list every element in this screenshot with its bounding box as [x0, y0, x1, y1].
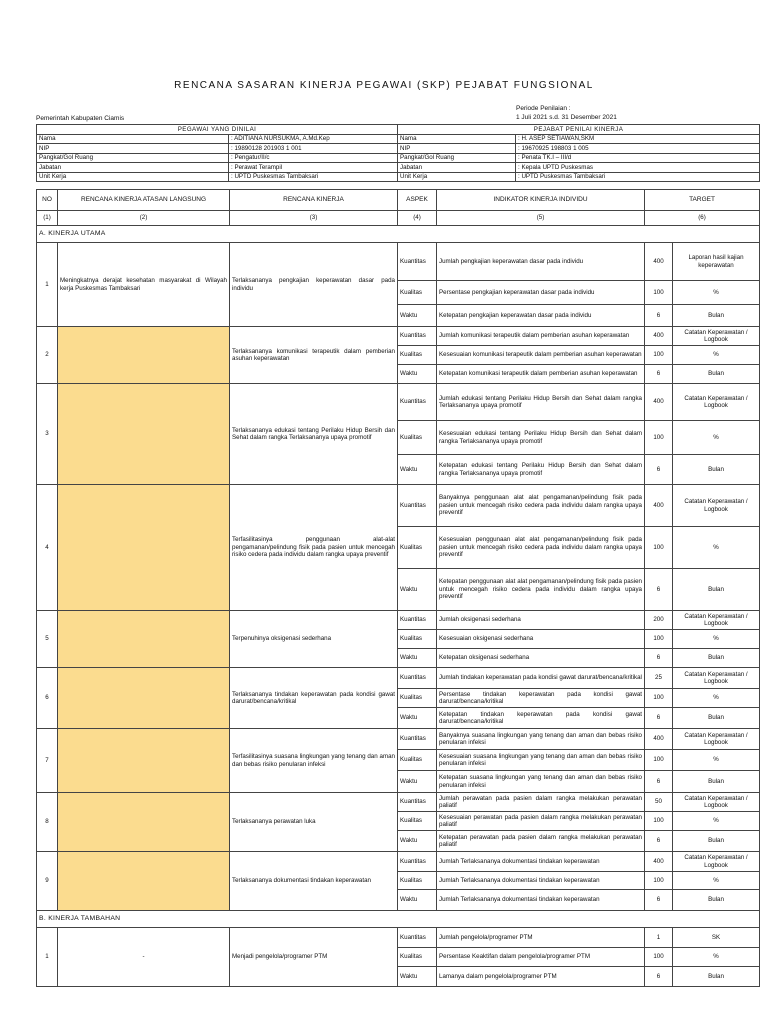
evaluated-label: Pangkat/Gol Ruang: [37, 153, 229, 163]
aspect-cell: Kuantitas: [398, 793, 437, 812]
header-rencana: RENCANA KINERJA: [230, 190, 398, 211]
indicator-row: [37, 327, 760, 346]
header-num-4: (4): [398, 211, 437, 226]
row-number: 1: [37, 243, 58, 327]
target-unit: SK: [673, 928, 760, 948]
target-unit: Bulan: [673, 569, 760, 611]
performance-plan-cell: Terfasilitasinya suasana lingkungan yang tenang dan aman dan bebas risiko penularan infeksi: [230, 729, 398, 793]
indicator-cell: Kesesuaian oksigenasi sederhana: [437, 630, 645, 649]
target-unit: %: [673, 630, 760, 649]
section-kinerja-tambahan: [37, 911, 760, 928]
aspect-cell: Kuantitas: [398, 485, 437, 527]
indicator-cell: Jumlah oksigenasi sederhana: [437, 611, 645, 630]
target-unit: Catatan Keperawatan / Logbook: [673, 384, 760, 421]
aspect-cell: Waktu: [398, 365, 437, 384]
aspect-cell: Waktu: [398, 890, 437, 911]
period-value: 1 Juli 2021 s.d. 31 Desember 2021: [516, 114, 617, 121]
header-aspek: ASPEK: [398, 190, 437, 211]
evaluated-employee-header: PEGAWAI YANG DINILAI: [37, 125, 398, 135]
info-row: [37, 144, 760, 154]
header-indikator: INDIKATOR KINERJA INDIVIDU: [437, 190, 645, 211]
aspect-cell: Kualitas: [398, 421, 437, 455]
target-unit: %: [673, 346, 760, 365]
indicator-cell: Ketepatan tindakan keperawatan pada kondisi gawat darurat/bencana/kritikal: [437, 708, 645, 729]
performance-plan-cell: Terpenuhinya oksigenasi sederhana: [230, 611, 398, 668]
target-unit: Bulan: [673, 890, 760, 911]
evaluator-value: : UPTD Puskesmas Tambaksari: [516, 172, 760, 182]
supervisor-plan-cell: Meningkatnya derajat kesehatan masyarakat di Wilayah kerja Puskesmas Tambaksari: [58, 243, 230, 327]
supervisor-plan-cell: [58, 668, 230, 729]
indicator-row: [37, 928, 760, 948]
indicator-cell: Jumlah edukasi tentang Perilaku Hidup Bersih dan Sehat dalam rangka Terlaksananya upaya promotif: [437, 384, 645, 421]
target-unit: Bulan: [673, 649, 760, 668]
aspect-cell: Kualitas: [398, 689, 437, 708]
performance-plan-cell: Terlaksananya komunikasi terapeutik dalam pemberian asuhan keperawatan: [230, 327, 398, 384]
target-number: 6: [645, 649, 673, 668]
indicator-cell: Jumlah perawatan pada pasien dalam rangka melakukan perawatan paliatif: [437, 793, 645, 812]
target-number: 400: [645, 852, 673, 872]
supervisor-plan-cell: [58, 852, 230, 911]
indicator-cell: Kesesuaian penggunaan alat alat pengamanan/pelindung fisik pada pasien untuk mencegah risiko cedera pada individu dalam rangka upaya preventif: [437, 527, 645, 569]
performance-plan-cell: Terlaksananya perawatan luka: [230, 793, 398, 852]
aspect-cell: Waktu: [398, 831, 437, 852]
period-label: Periode Penilaian :: [516, 105, 571, 112]
aspect-cell: Kualitas: [398, 948, 437, 967]
aspect-cell: Waktu: [398, 455, 437, 485]
indicator-row: [37, 243, 760, 281]
indicator-cell: Persentase tindakan keperawatan pada kondisi gawat darurat/bencana/kritikal: [437, 689, 645, 708]
target-unit: Bulan: [673, 708, 760, 729]
evaluated-value: : ADITIANA NURSUKMA, A.Md.Kep: [229, 134, 398, 144]
target-unit: Laporan hasil kajian keperawatan: [673, 243, 760, 281]
header-num-2: (2): [58, 211, 230, 226]
target-number: 25: [645, 668, 673, 689]
target-unit: %: [673, 421, 760, 455]
aspect-cell: Kualitas: [398, 346, 437, 365]
target-unit: Bulan: [673, 831, 760, 852]
organization-name: Pemerintah Kabupaten Ciamis: [36, 115, 125, 122]
section-kinerja-utama-label: A. KINERJA UTAMA: [37, 226, 760, 243]
indicator-cell: Persentase Keaktifan dalam pengelola/programer PTM: [437, 948, 645, 967]
indicator-cell: Ketepatan penggunaan alat alat pengamanan/pelindung fisik pada pasien untuk mencegah risiko cedera pada individu dalam rangka upaya preventif: [437, 569, 645, 611]
aspect-cell: Kuantitas: [398, 384, 437, 421]
target-unit: Bulan: [673, 967, 760, 987]
performance-plan-cell: Terfasilitasinya penggunaan alat-alat pengamanan/pelindung fisik pada pasien untuk mencegah risiko cedera pada individu dalam rangka upaya preventif: [230, 485, 398, 611]
evaluated-value: : UPTD Puskesmas Tambaksari: [229, 172, 398, 182]
assessment-period: [516, 104, 617, 122]
row-number: 7: [37, 729, 58, 793]
column-number-row: [37, 211, 760, 226]
indicator-cell: Jumlah Terlaksananya dokumentasi tindakan keperawatan: [437, 872, 645, 890]
target-number: 1: [645, 928, 673, 948]
supervisor-plan-cell: [58, 729, 230, 793]
target-number: 100: [645, 948, 673, 967]
supervisor-plan-cell: [58, 611, 230, 668]
target-number: 100: [645, 630, 673, 649]
target-number: 6: [645, 967, 673, 987]
target-unit: %: [673, 527, 760, 569]
evaluator-value: : H. ASEP SETIAWAN,SKM: [516, 134, 760, 144]
evaluated-label: Jabatan: [37, 163, 229, 173]
target-unit: %: [673, 750, 760, 771]
indicator-cell: Banyaknya penggunaan alat alat pengamanan/pelindung fisik pada pasien untuk mencegah risiko cedera pada individu dalam rangka upaya preventif: [437, 485, 645, 527]
aspect-cell: Kuantitas: [398, 611, 437, 630]
target-unit: %: [673, 948, 760, 967]
aspect-cell: Kualitas: [398, 630, 437, 649]
target-number: 6: [645, 708, 673, 729]
target-number: 100: [645, 421, 673, 455]
header-target: TARGET: [645, 190, 760, 211]
target-number: 100: [645, 281, 673, 305]
indicator-cell: Jumlah Terlaksananya dokumentasi tindakan keperawatan: [437, 890, 645, 911]
evaluated-value: : Pengatur/II/c: [229, 153, 398, 163]
target-unit: %: [673, 281, 760, 305]
target-number: 100: [645, 812, 673, 831]
evaluated-label: Unit Kerja: [37, 172, 229, 182]
indicator-cell: Ketepatan edukasi tentang Perilaku Hidup Bersih dan Sehat dalam rangka Terlaksananya upaya promotif: [437, 455, 645, 485]
employee-info-table: [36, 124, 760, 182]
aspect-cell: Kualitas: [398, 281, 437, 305]
indicator-cell: Jumlah pengkajian keperawatan dasar pada individu: [437, 243, 645, 281]
aspect-cell: Kuantitas: [398, 243, 437, 281]
indicator-cell: Banyaknya suasana lingkungan yang tenang dan aman dan bebas risiko penularan infeksi: [437, 729, 645, 750]
target-number: 200: [645, 611, 673, 630]
evaluator-value: : Penata TK.I – III/d: [516, 153, 760, 163]
indicator-cell: Kesesuaian edukasi tentang Perilaku Hidup Bersih dan Sehat dalam rangka Terlaksananya upaya promotif: [437, 421, 645, 455]
indicator-cell: Jumlah komunikasi terapeutik dalam pemberian asuhan keperawatan: [437, 327, 645, 346]
target-number: 50: [645, 793, 673, 812]
indicator-cell: Ketepatan komunikasi terapeutik dalam pemberian asuhan keperawatan: [437, 365, 645, 384]
target-number: 400: [645, 327, 673, 346]
info-row: [37, 153, 760, 163]
aspect-cell: Kuantitas: [398, 327, 437, 346]
supervisor-plan-cell: [58, 793, 230, 852]
performance-plan-cell: Terlaksananya edukasi tentang Perilaku Hidup Bersih dan Sehat dalam rangka Terlaksananya upaya promotif: [230, 384, 398, 485]
aspect-cell: Waktu: [398, 967, 437, 987]
indicator-cell: Kesesuaian suasana lingkungan yang tenang dan aman dan bebas risiko penularan infeksi: [437, 750, 645, 771]
row-number: 4: [37, 485, 58, 611]
row-number: 1: [37, 928, 58, 987]
aspect-cell: Waktu: [398, 649, 437, 668]
target-number: 6: [645, 771, 673, 793]
target-number: 6: [645, 831, 673, 852]
target-number: 100: [645, 689, 673, 708]
section-kinerja-tambahan-label: B. KINERJA TAMBAHAN: [37, 911, 760, 928]
indicator-row: [37, 729, 760, 750]
performance-plan-cell: Terlaksananya dokumentasi tindakan keperawatan: [230, 852, 398, 911]
section-kinerja-utama: [37, 226, 760, 243]
header-no: NO: [37, 190, 58, 211]
aspect-cell: Kuantitas: [398, 852, 437, 872]
indicator-row: [37, 852, 760, 872]
aspect-cell: Kualitas: [398, 812, 437, 831]
target-unit: Catatan Keperawatan / Logbook: [673, 852, 760, 872]
aspect-cell: Kualitas: [398, 527, 437, 569]
target-number: 400: [645, 729, 673, 750]
evaluated-value: : Perawat Terampil: [229, 163, 398, 173]
target-number: 400: [645, 485, 673, 527]
header-num-6: (6): [645, 211, 760, 226]
supervisor-plan-cell: -: [58, 928, 230, 987]
indicator-row: [37, 793, 760, 812]
target-unit: Catatan Keperawatan / Logbook: [673, 729, 760, 750]
indicator-row: [37, 611, 760, 630]
target-unit: Catatan Keperawatan / Logbook: [673, 668, 760, 689]
indicator-cell: Jumlah pengelola/programer PTM: [437, 928, 645, 948]
aspect-cell: Waktu: [398, 569, 437, 611]
evaluator-header: PEJABAT PENILAI KINERJA: [398, 125, 760, 135]
indicator-row: [37, 485, 760, 527]
aspect-cell: Kuantitas: [398, 668, 437, 689]
indicator-cell: Ketepatan suasana lingkungan yang tenang dan aman dan bebas risiko penularan infeksi: [437, 771, 645, 793]
indicator-cell: Ketepatan pengkajian keperawatan dasar pada individu: [437, 305, 645, 327]
indicator-cell: Kesesuaian komunikasi terapeutik dalam pemberian asuhan keperawatan: [437, 346, 645, 365]
performance-plan-cell: Menjadi pengelola/programer PTM: [230, 928, 398, 987]
performance-plan-cell: Terlaksananya tindakan keperawatan pada kondisi gawat darurat/bencana/kritikal: [230, 668, 398, 729]
aspect-cell: Waktu: [398, 305, 437, 327]
evaluated-label: Nama: [37, 134, 229, 144]
target-unit: %: [673, 689, 760, 708]
target-unit: Catatan Keperawatan / Logbook: [673, 793, 760, 812]
aspect-cell: Kuantitas: [398, 729, 437, 750]
target-unit: Bulan: [673, 771, 760, 793]
aspect-cell: Kualitas: [398, 750, 437, 771]
aspect-cell: Kualitas: [398, 872, 437, 890]
header-num-1: (1): [37, 211, 58, 226]
header-num-5: (5): [437, 211, 645, 226]
column-header-row: [37, 190, 760, 211]
evaluator-value: : Kepala UPTD Puskesmas: [516, 163, 760, 173]
target-unit: %: [673, 872, 760, 890]
target-unit: %: [673, 812, 760, 831]
target-number: 6: [645, 890, 673, 911]
row-number: 2: [37, 327, 58, 384]
row-number: 5: [37, 611, 58, 668]
indicator-cell: Lamanya dalam pengelola/programer PTM: [437, 967, 645, 987]
target-number: 400: [645, 243, 673, 281]
target-number: 100: [645, 872, 673, 890]
target-unit: Bulan: [673, 455, 760, 485]
target-unit: Catatan Keperawatan / Logbook: [673, 611, 760, 630]
header-atasan: RENCANA KINERJA ATASAN LANGSUNG: [58, 190, 230, 211]
info-header-row: [37, 125, 760, 135]
evaluator-label: Unit Kerja: [398, 172, 516, 182]
indicator-cell: Jumlah Terlaksananya dokumentasi tindakan keperawatan: [437, 852, 645, 872]
target-unit: Bulan: [673, 365, 760, 384]
evaluated-value: : 19890128 201903 1 001: [229, 144, 398, 154]
document-title: RENCANA SASARAN KINERJA PEGAWAI (SKP) PEJABAT FUNGSIONAL: [174, 80, 594, 91]
info-row: [37, 163, 760, 173]
indicator-cell: Jumlah tindakan keperawatan pada kondisi gawat darurat/bencana/kritikal: [437, 668, 645, 689]
supervisor-plan-cell: [58, 485, 230, 611]
row-number: 9: [37, 852, 58, 911]
target-number: 100: [645, 750, 673, 771]
info-row: [37, 172, 760, 182]
indicator-cell: Kesesuaian perawatan pada pasien dalam rangka melakukan perawatan paliatif: [437, 812, 645, 831]
skp-table: [36, 189, 760, 987]
target-number: 6: [645, 305, 673, 327]
indicator-cell: Ketepatan oksigenasi sederhana: [437, 649, 645, 668]
indicator-row: [37, 384, 760, 421]
target-unit: Catatan Keperawatan / Logbook: [673, 485, 760, 527]
info-row: [37, 134, 760, 144]
target-number: 6: [645, 365, 673, 384]
row-number: 3: [37, 384, 58, 485]
target-number: 400: [645, 384, 673, 421]
evaluator-label: Jabatan: [398, 163, 516, 173]
row-number: 6: [37, 668, 58, 729]
target-number: 6: [645, 569, 673, 611]
row-number: 8: [37, 793, 58, 852]
header-num-3: (3): [230, 211, 398, 226]
aspect-cell: Waktu: [398, 771, 437, 793]
performance-plan-cell: Terlaksananya pengkajian keperawatan dasar pada individu: [230, 243, 398, 327]
target-unit: Bulan: [673, 305, 760, 327]
indicator-cell: Ketepatan perawatan pada pasien dalam rangka melakukan perawatan paliatif: [437, 831, 645, 852]
target-number: 100: [645, 527, 673, 569]
indicator-cell: Persentase pengkajian keperawatan dasar pada individu: [437, 281, 645, 305]
evaluator-label: Pangkat/Gol Ruang: [398, 153, 516, 163]
evaluator-label: NIP: [398, 144, 516, 154]
target-number: 100: [645, 346, 673, 365]
evaluated-label: NIP: [37, 144, 229, 154]
supervisor-plan-cell: [58, 327, 230, 384]
supervisor-plan-cell: [58, 384, 230, 485]
aspect-cell: Kuantitas: [398, 928, 437, 948]
target-unit: Catatan Keperawatan / Logbook: [673, 327, 760, 346]
target-number: 6: [645, 455, 673, 485]
aspect-cell: Waktu: [398, 708, 437, 729]
evaluator-value: : 19670925 198803 1 005: [516, 144, 760, 154]
evaluator-label: Nama: [398, 134, 516, 144]
indicator-row: [37, 668, 760, 689]
